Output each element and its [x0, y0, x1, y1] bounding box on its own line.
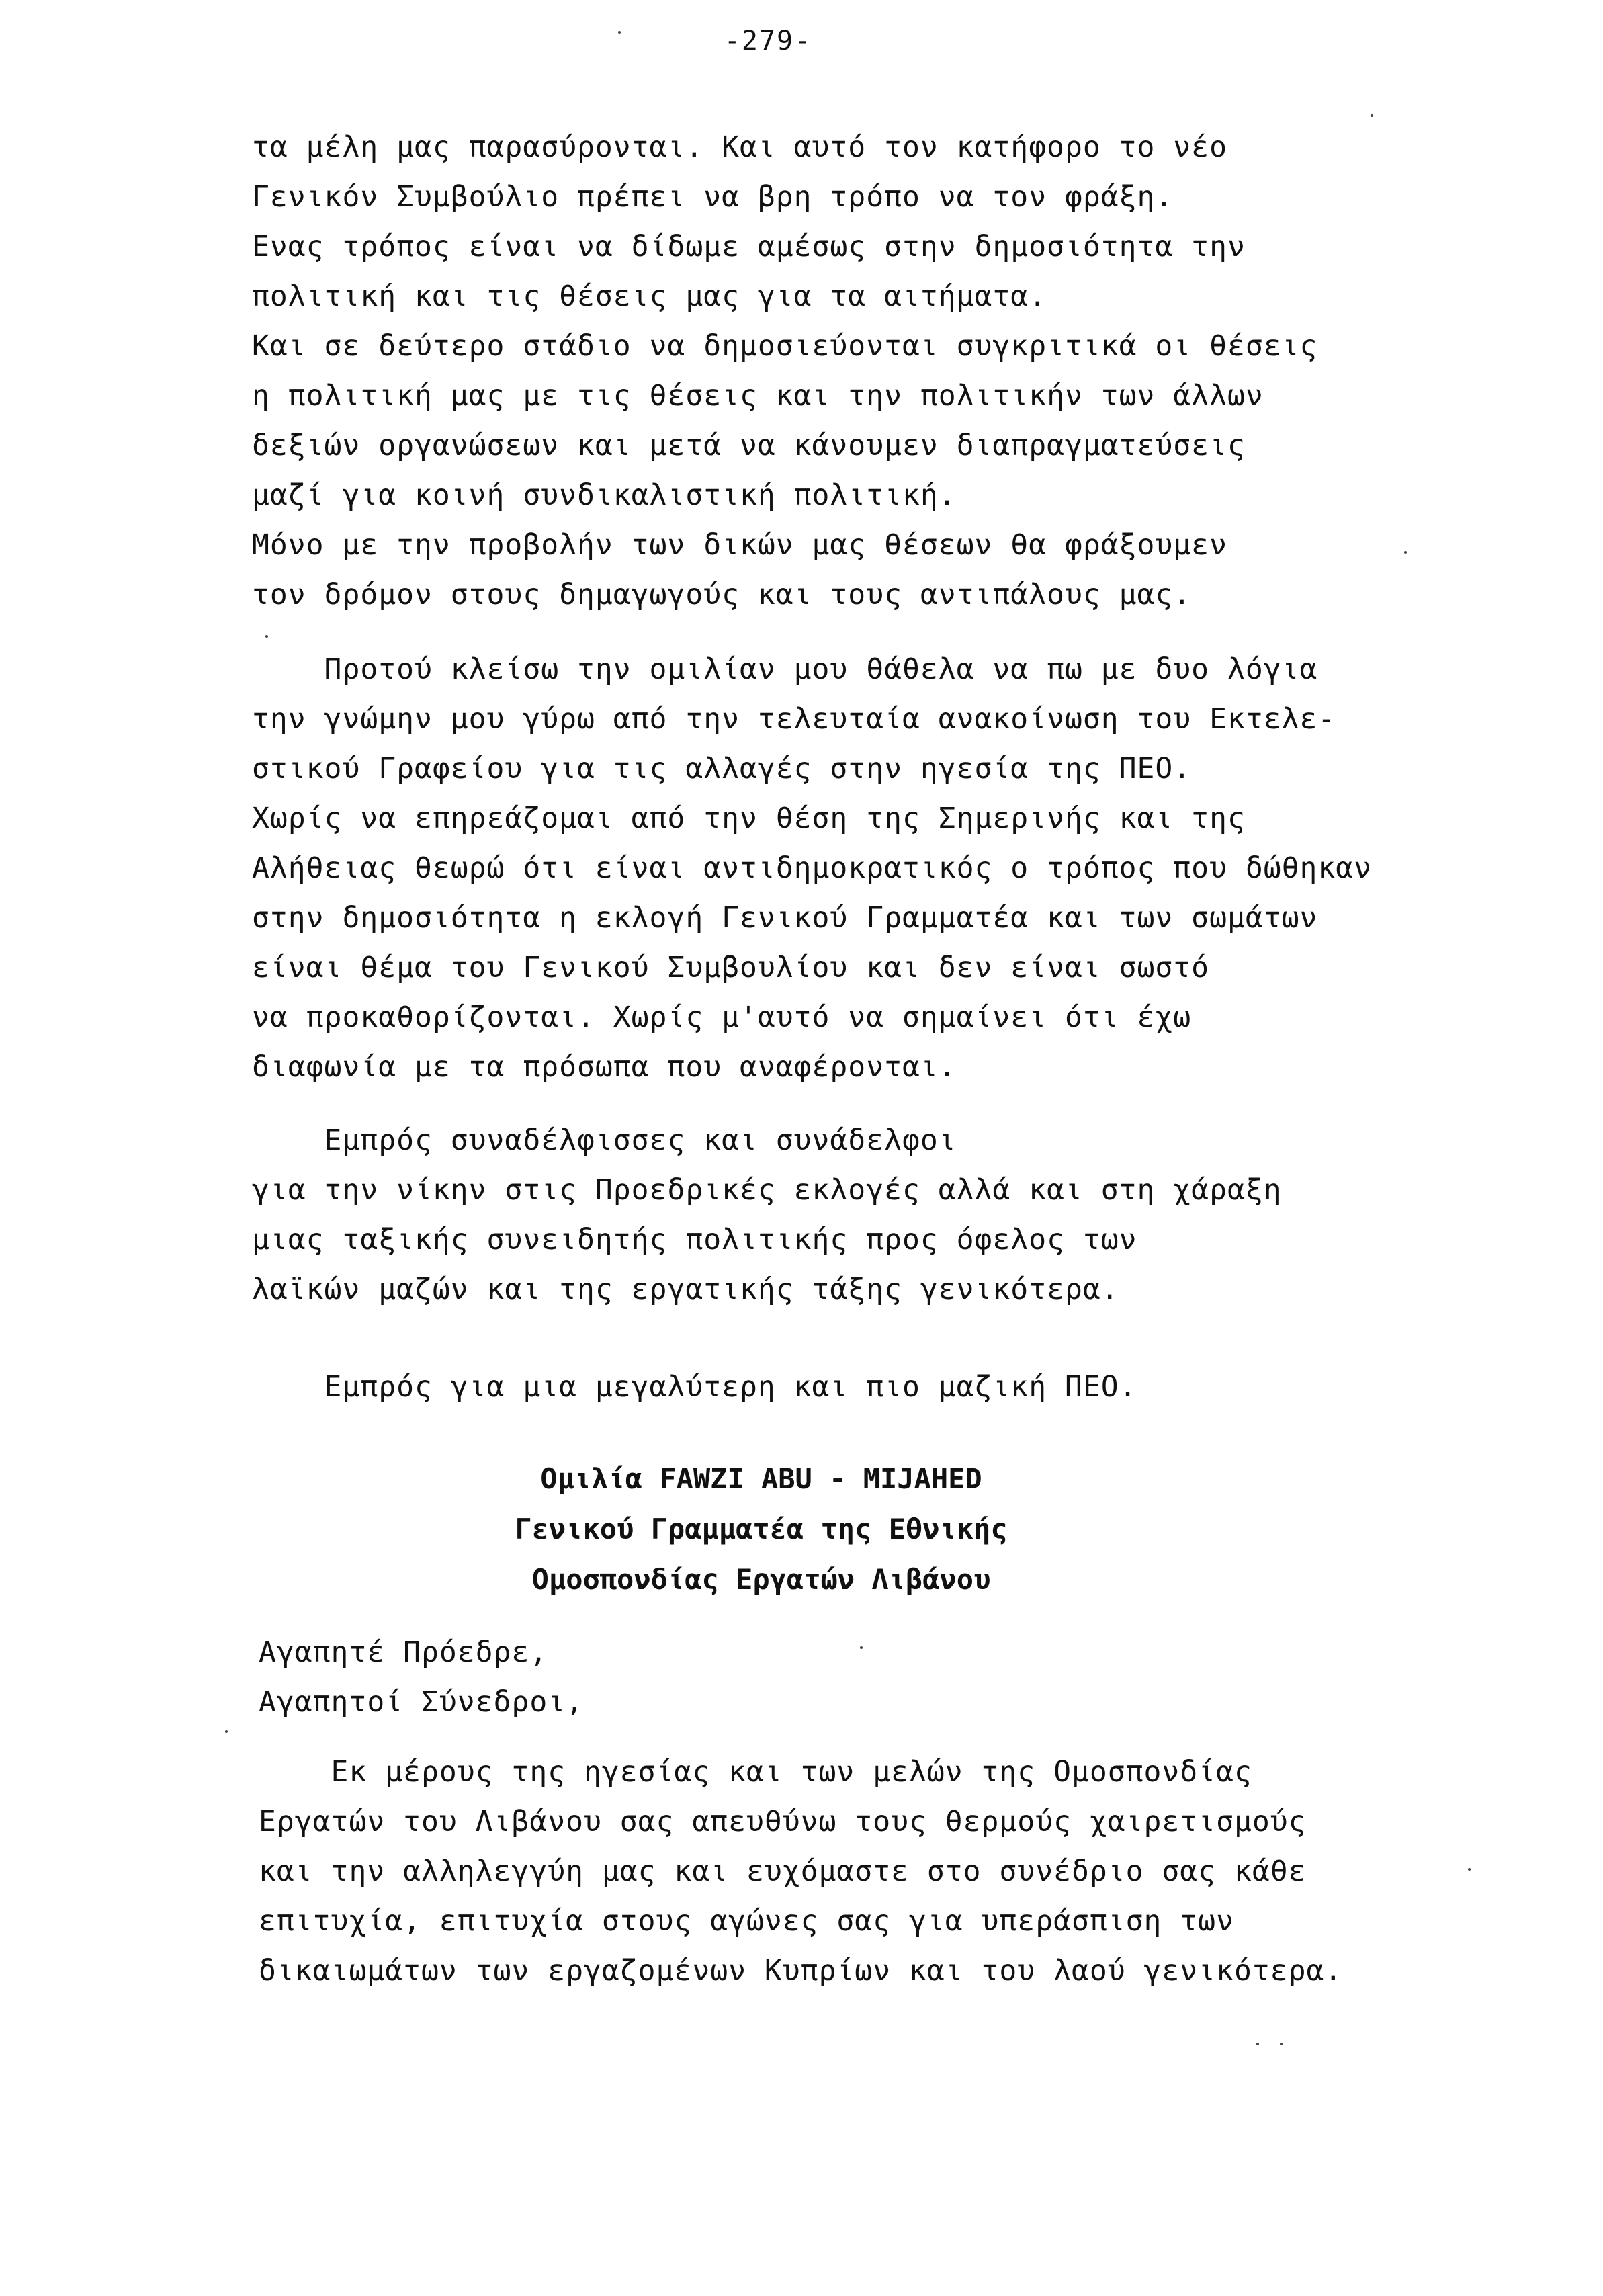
text-line: Γενικόν Συμβούλιο πρέπει να βρη τρόπο να τον φράξη. — [252, 180, 1174, 214]
text-line: επιτυχία, επιτυχία στους αγώνες σας για υπεράσπιση των — [259, 1904, 1234, 1938]
text-line: λαϊκών μαζών και της εργατικής τάξης γενικότερα. — [252, 1273, 1119, 1306]
text-line: Εμπρός για μια μεγαλύτερη και πιο μαζική ΠΕΟ. — [252, 1370, 1137, 1404]
text-line: πολιτική και τις θέσεις μας για τα αιτήματα. — [252, 280, 1047, 313]
scan-speck — [618, 31, 621, 34]
text-line: και την αλληλεγγύη μας και ευχόμαστε στο συνέδριο σας κάθε — [259, 1855, 1307, 1888]
text-line: στην δημοσιότητα η εκλογή Γενικού Γραμματέα και των σωμάτων — [252, 901, 1318, 935]
text-line: δεξιών οργανώσεων και μετά να κάνουμεν διαπραγματεύσεις — [252, 429, 1246, 462]
text-line: Χωρίς να επηρεάζομαι από την θέση της Σημερινής και της — [252, 802, 1246, 835]
text-line: Και σε δεύτερο στάδιο να δημοσιεύονται συγκριτικά οι θέσεις — [252, 329, 1318, 363]
text-line: μαζί για κοινή συνδικαλιστική πολιτική. — [252, 478, 957, 512]
scan-speck — [1468, 1868, 1471, 1871]
text-line: Ενας τρόπος είναι να δίδωμε αμέσως στην δημοσιότητα την — [252, 230, 1246, 263]
text-line: τα μέλη μας παρασύρονται. Και αυτό τον κατήφορο το νέο — [252, 130, 1227, 164]
text-line: να προκαθορίζονται. Χωρίς μ'αυτό να σημαίνει ότι έχω — [252, 1001, 1192, 1034]
text-line: μιας ταξικής συνειδητής πολιτικής προς όφελος των — [252, 1223, 1137, 1257]
scan-speck — [1371, 114, 1373, 117]
salutation-line: Αγαπητοί Σύνεδροι, — [259, 1685, 584, 1719]
text-line: διαφωνία με τα πρόσωπα που αναφέρονται. — [252, 1050, 957, 1084]
scan-speck — [1256, 2043, 1259, 2045]
text-line: Εκ μέρους της ηγεσίας και των μελών της Ομοσπονδίας — [259, 1755, 1252, 1789]
heading-line: Ομιλία FAWZI ABU - MIJAHED — [540, 1462, 982, 1495]
text-line: είναι θέμα του Γενικού Συμβουλίου και δεν είναι σωστό — [252, 951, 1210, 984]
text-line: δικαιωμάτων των εργαζομένων Κυπρίων και του λαού γενικότερα. — [259, 1954, 1343, 1988]
text-line: την γνώμην μου γύρω από την τελευταία ανακοίνωση του Εκτελε- — [252, 702, 1336, 736]
scan-speck — [265, 635, 268, 638]
text-line: Αλήθειας θεωρώ ότι είναι αντιδημοκρατικός ο τρόπος που δώθηκαν — [252, 851, 1373, 885]
text-line: στικού Γραφείου για τις αλλαγές στην ηγεσία της ΠΕΟ. — [252, 752, 1192, 785]
text-line: για την νίκην στις Προεδρικές εκλογές αλλά και στη χάραξη — [252, 1173, 1282, 1207]
page-number: -279- — [724, 26, 812, 56]
text-line: Εμπρός συναδέλφισσες και συνάδελφοι — [252, 1123, 957, 1157]
scan-speck — [860, 1646, 863, 1649]
salutation-line: Αγαπητέ Πρόεδρε, — [259, 1635, 548, 1669]
text-line: Μόνο με την προβολήν των δικών μας θέσεων θα φράξουμεν — [252, 528, 1227, 562]
scan-speck — [225, 1730, 228, 1733]
text-line: η πολιτική μας με τις θέσεις και την πολιτικήν των άλλων — [252, 379, 1264, 413]
text-line: Εργατών του Λιβάνου σας απευθύνω τους θερμούς χαιρετισμούς — [259, 1805, 1307, 1838]
heading-line: Ομοσπονδίας Εργατών Λιβάνου — [531, 1563, 991, 1596]
scan-speck — [1280, 2043, 1283, 2045]
text-line: Προτού κλείσω την ομιλίαν μου θάθελα να πω με δυο λόγια — [252, 652, 1318, 686]
heading-line: Γενικού Γραμματέα της Εθνικής — [515, 1513, 1008, 1545]
scan-speck — [1404, 551, 1407, 554]
text-line: τον δρόμον στους δημαγωγούς και τους αντιπάλους μας. — [252, 578, 1192, 611]
